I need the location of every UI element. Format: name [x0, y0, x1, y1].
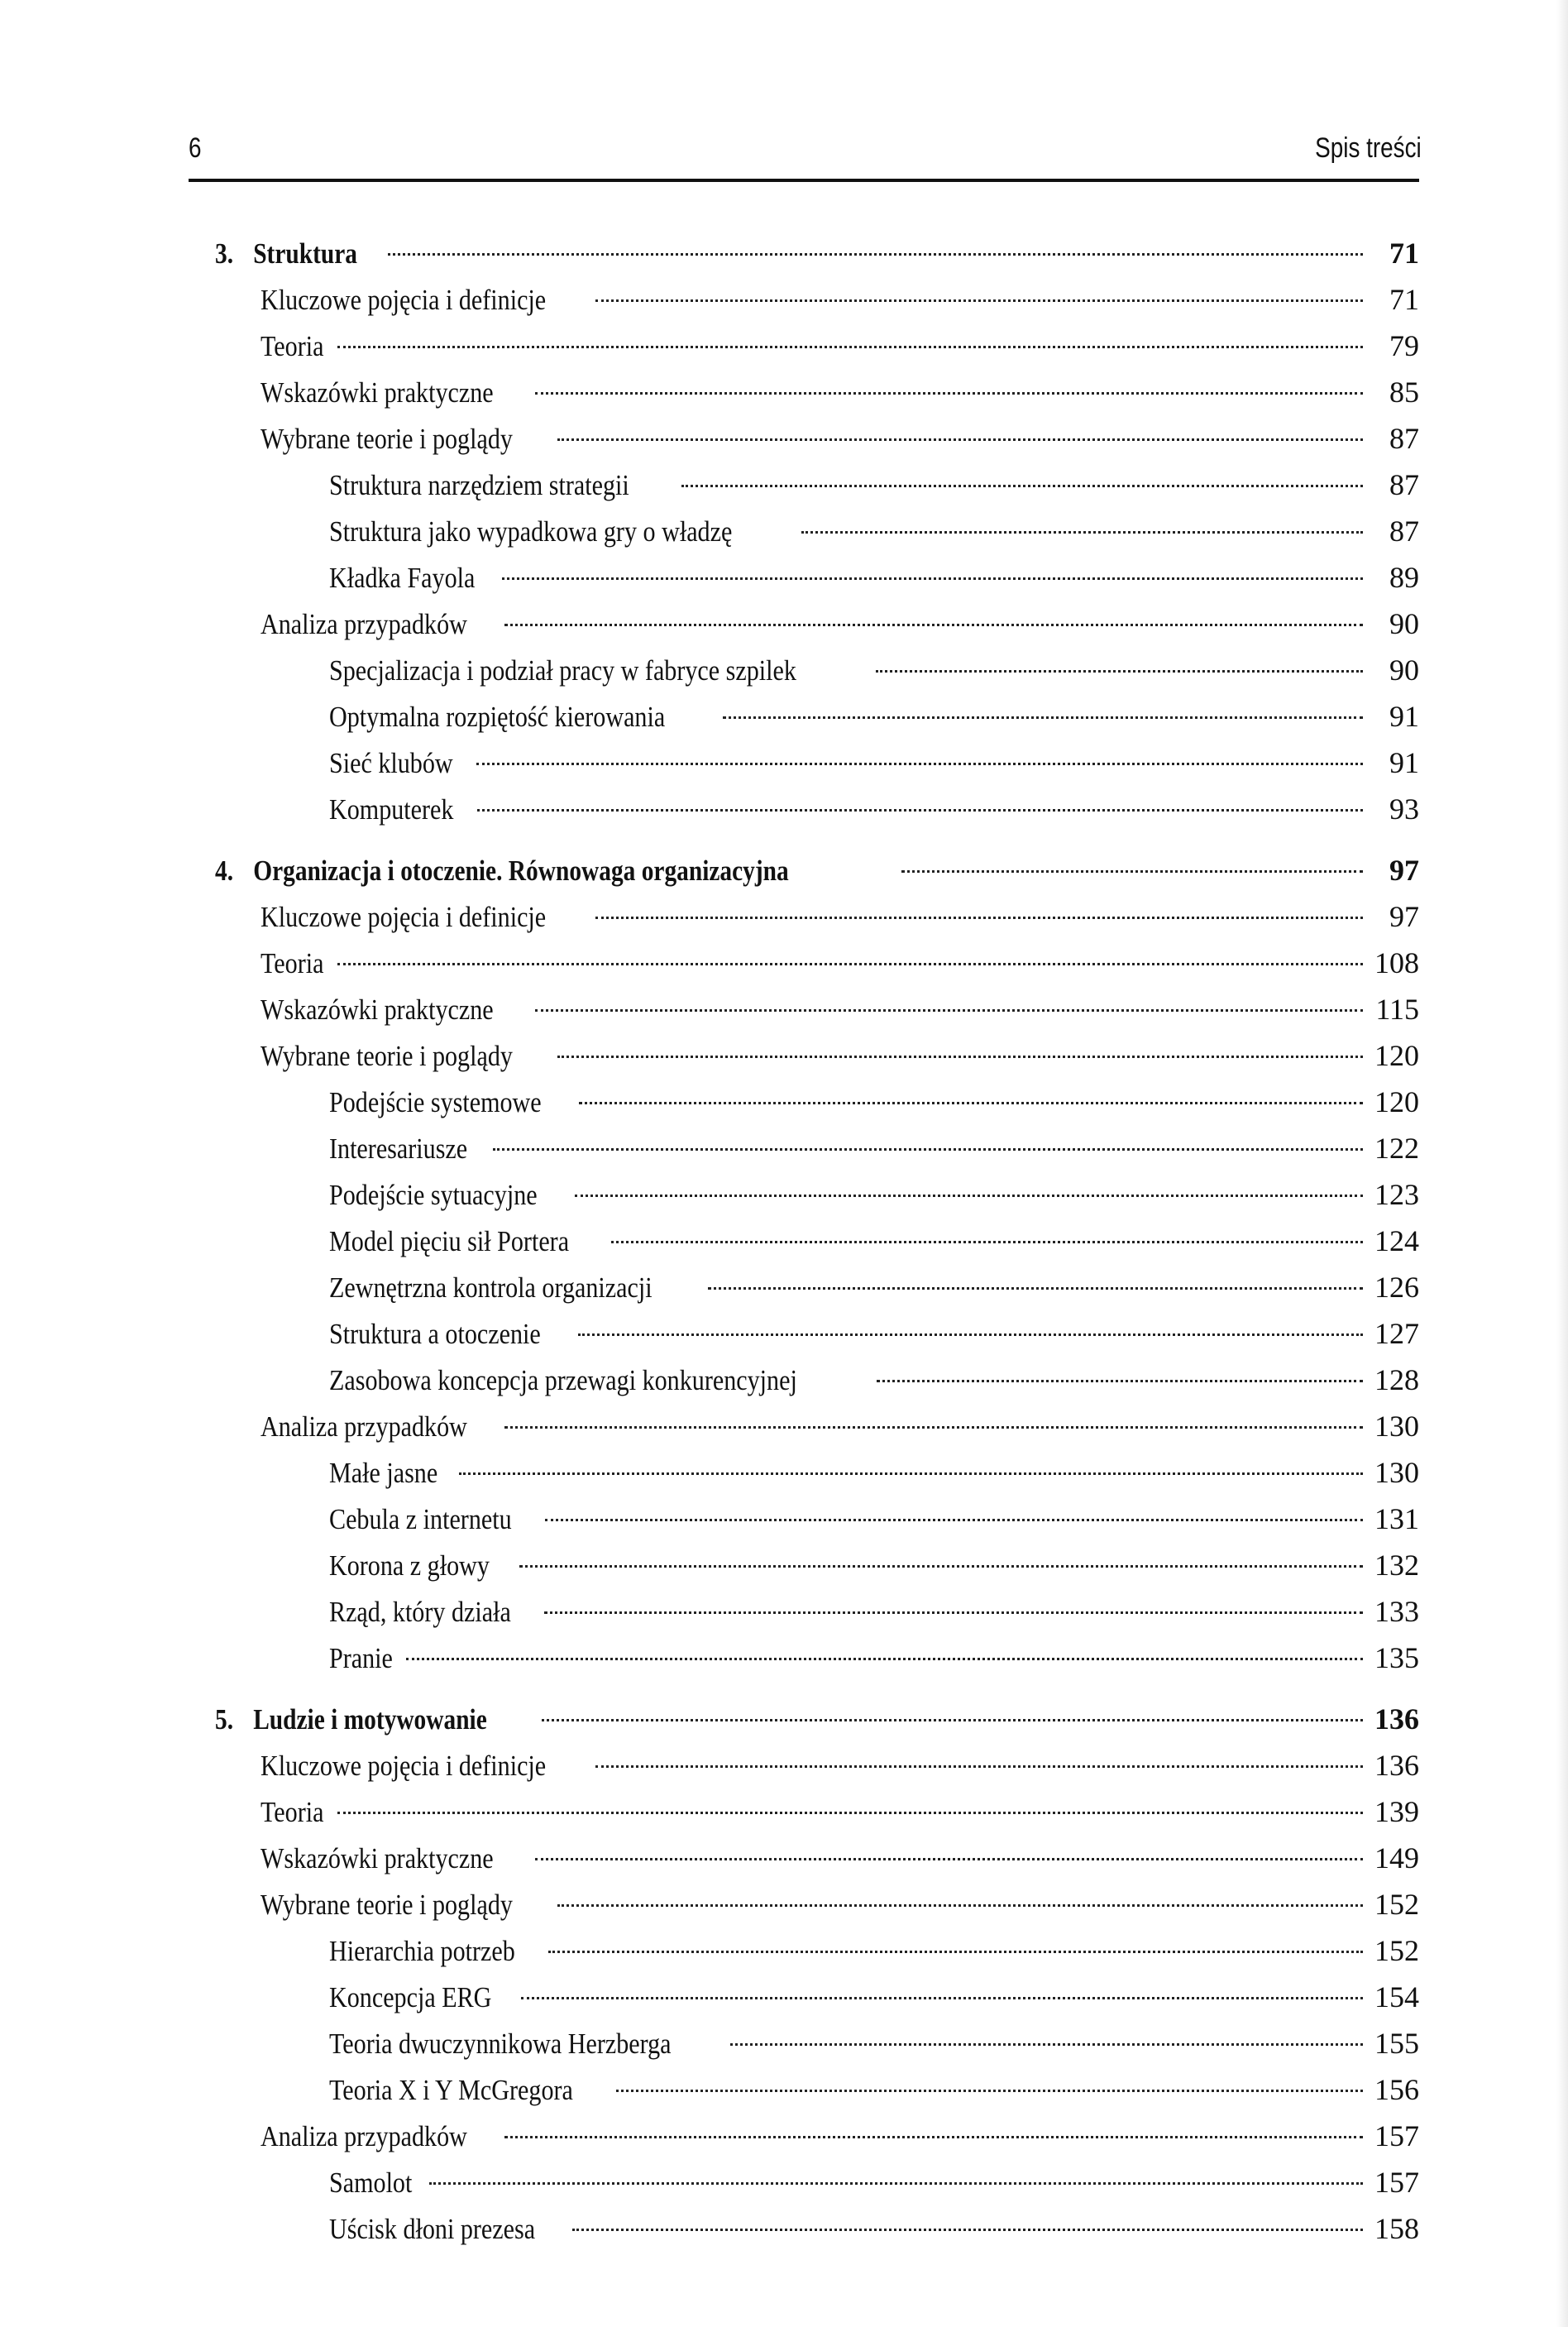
toc-page-number: 133 — [1374, 1595, 1419, 1628]
header-rule — [189, 179, 1419, 182]
dot-leader — [681, 485, 1363, 487]
dot-leader — [578, 1333, 1363, 1336]
page-number: 6 — [189, 132, 202, 164]
dot-leader — [535, 392, 1364, 395]
toc-page-number: 149 — [1374, 1841, 1419, 1875]
dot-leader — [708, 1287, 1363, 1290]
toc-entry-label: Hierarchia potrzeb — [329, 1928, 518, 1975]
toc-entry-label: Optymalna rozpiętość kierowania — [329, 694, 668, 740]
dot-leader — [801, 531, 1363, 534]
toc-page-number: 97 — [1389, 900, 1419, 933]
toc-subsection-entry[interactable] — [215, 1264, 1419, 1310]
toc-page-number: 87 — [1389, 468, 1419, 501]
toc-entry-label: Wybrane teorie i poglądy — [261, 1033, 515, 1080]
toc-page-number: 139 — [1374, 1795, 1419, 1828]
toc-page-number: 136 — [1374, 1702, 1419, 1736]
toc-section-entry[interactable] — [215, 893, 1419, 940]
dot-leader — [504, 2136, 1363, 2138]
toc-subsection-entry[interactable] — [215, 693, 1419, 740]
toc-entry-label: Koncepcja ERG — [329, 1975, 495, 2021]
dot-leader — [459, 1472, 1363, 1475]
toc-entry-label: Wskazówki praktyczne — [261, 370, 496, 416]
toc-page-number: 158 — [1374, 2212, 1419, 2245]
toc-section-entry[interactable] — [215, 986, 1419, 1032]
toc-section-entry[interactable] — [215, 1788, 1419, 1835]
dot-leader — [477, 809, 1363, 812]
toc-page-number: 91 — [1389, 746, 1419, 779]
dot-leader — [616, 2090, 1363, 2092]
toc-entry-label: Podejście sytuacyjne — [329, 1172, 540, 1219]
toc-subsection-entry[interactable] — [215, 554, 1419, 601]
toc-entry-label: Kładka Fayola — [329, 555, 478, 601]
toc-page-number: 115 — [1375, 993, 1419, 1026]
toc-section-entry[interactable] — [215, 323, 1419, 369]
toc-entry-label: Korona z głowy — [329, 1543, 492, 1589]
toc-subsection-entry[interactable] — [215, 1974, 1419, 2020]
dot-leader — [388, 253, 1363, 256]
dot-leader — [337, 963, 1363, 965]
toc-chapter-title: Ludzie i motywowanie — [253, 1703, 487, 1736]
dot-leader — [504, 1426, 1363, 1429]
toc-chapter-number: 5. — [215, 1703, 234, 1736]
dot-leader — [557, 1904, 1363, 1907]
toc-page-number: 154 — [1374, 1980, 1419, 2013]
toc-section-entry[interactable] — [215, 1881, 1419, 1927]
toc-page-number: 71 — [1389, 237, 1419, 270]
toc-entry-label: Teoria — [261, 323, 327, 370]
dot-leader — [579, 1102, 1363, 1104]
dot-leader — [548, 1951, 1363, 1953]
scanned-page-edge — [1556, 0, 1568, 2327]
toc-entry-label: Wskazówki praktyczne — [261, 987, 496, 1033]
toc-entry-label: Kluczowe pojęcia i definicje — [261, 277, 549, 323]
toc-entry-label: Zasobowa koncepcja przewagi konkurencyjnej — [329, 1357, 800, 1404]
toc-page-number: 71 — [1389, 283, 1419, 316]
toc-subsection-entry[interactable] — [215, 1588, 1419, 1635]
dot-leader — [519, 1565, 1363, 1568]
dot-leader — [557, 1056, 1363, 1058]
toc-entry-label: Teoria dwuczynnikowa Herzberga — [329, 2021, 674, 2067]
toc-entry-label: Analiza przypadków — [261, 1404, 470, 1450]
toc-subsection-entry[interactable] — [215, 462, 1419, 508]
toc-chapter-heading[interactable] — [215, 1696, 1419, 1742]
toc-entry-label: Sieć klubów — [329, 740, 456, 787]
dot-leader — [476, 763, 1363, 765]
toc-page-number: 156 — [1374, 2073, 1419, 2106]
toc-page-number: 152 — [1374, 1888, 1419, 1921]
toc-page-number: 120 — [1374, 1085, 1419, 1118]
toc-page-number: 155 — [1374, 2027, 1419, 2060]
toc-page-number: 127 — [1374, 1317, 1419, 1350]
toc-subsection-entry[interactable] — [215, 1171, 1419, 1218]
dot-leader — [876, 670, 1363, 673]
running-head — [189, 132, 1422, 174]
toc-entry-label: Struktura narzędziem strategii — [329, 462, 632, 509]
toc-page-number: 122 — [1374, 1132, 1419, 1165]
dot-leader — [535, 1858, 1364, 1860]
running-head-title: Spis treści — [1315, 132, 1422, 164]
toc-entry-label: Wybrane teorie i poglądy — [261, 416, 515, 462]
dot-leader — [877, 1380, 1363, 1382]
toc-section-entry[interactable] — [215, 1403, 1419, 1449]
toc-entry-label: Podejście systemowe — [329, 1080, 544, 1126]
toc-entry-label: Rząd, który działa — [329, 1589, 514, 1635]
toc-page-number: 152 — [1374, 1934, 1419, 1967]
dot-leader — [557, 438, 1363, 441]
toc-entry-label: Komputerek — [329, 787, 457, 833]
toc-subsection-entry[interactable] — [215, 508, 1419, 554]
toc-page-number: 90 — [1389, 654, 1419, 687]
toc-page-number: 87 — [1389, 515, 1419, 548]
toc-page-number: 90 — [1389, 607, 1419, 640]
toc-section-entry[interactable] — [215, 601, 1419, 647]
toc-entry-label: Kluczowe pojęcia i definicje — [261, 1743, 549, 1789]
dot-leader — [429, 2182, 1363, 2185]
toc-subsection-entry[interactable] — [215, 1218, 1419, 1264]
toc-subsection-entry[interactable] — [215, 2159, 1419, 2205]
toc-entry-label: Specjalizacja i podział pracy w fabryce szpilek — [329, 648, 799, 694]
toc-page-number: 132 — [1374, 1549, 1419, 1582]
toc-section-entry[interactable] — [215, 415, 1419, 462]
toc-entry-label: Analiza przypadków — [261, 2114, 470, 2160]
dot-leader — [521, 1997, 1363, 1999]
toc-entry-label: Struktura a otoczenie — [329, 1311, 543, 1357]
dot-leader — [544, 1611, 1363, 1614]
toc-entry-label: Samolot — [329, 2160, 415, 2206]
toc-subsection-entry[interactable] — [215, 2066, 1419, 2113]
toc-page-number: 123 — [1374, 1178, 1419, 1211]
toc-section-entry[interactable] — [215, 1032, 1419, 1079]
toc-page-number: 157 — [1374, 2119, 1419, 2152]
dot-leader — [595, 299, 1363, 302]
dot-leader — [535, 1009, 1364, 1012]
dot-leader — [542, 1719, 1363, 1721]
toc-subsection-entry[interactable] — [215, 1496, 1419, 1542]
toc-subsection-entry[interactable] — [215, 1542, 1419, 1588]
toc-page-number: 91 — [1389, 700, 1419, 733]
toc-entry-label: Wskazówki praktyczne — [261, 1836, 496, 1882]
toc-entry-label: Struktura jako wypadkowa gry o władzę — [329, 509, 735, 555]
toc-subsection-entry[interactable] — [215, 2020, 1419, 2066]
toc-page-number: 130 — [1374, 1410, 1419, 1443]
toc-subsection-entry[interactable] — [215, 647, 1419, 693]
toc-chapter-heading[interactable] — [215, 230, 1419, 276]
toc-subsection-entry[interactable] — [215, 786, 1419, 832]
toc-entry-label: Uścisk dłoni prezesa — [329, 2206, 538, 2253]
dot-leader — [730, 2043, 1363, 2046]
table-of-contents — [215, 230, 1419, 2267]
toc-subsection-entry[interactable] — [215, 2205, 1419, 2252]
dot-leader — [406, 1658, 1363, 1660]
toc-page-number: 131 — [1374, 1502, 1419, 1535]
toc-page-number: 79 — [1389, 329, 1419, 362]
dot-leader — [595, 917, 1363, 919]
toc-entry-label: Model pięciu sił Portera — [329, 1219, 572, 1265]
dot-leader — [493, 1148, 1363, 1151]
toc-section-entry[interactable] — [215, 2113, 1419, 2159]
toc-entry-label: Teoria X i Y McGregora — [329, 2067, 576, 2114]
toc-entry-label: Małe jasne — [329, 1450, 441, 1496]
toc-page-number: 157 — [1374, 2166, 1419, 2199]
toc-entry-label: Pranie — [329, 1635, 395, 1682]
dot-leader — [595, 1765, 1363, 1768]
dot-leader — [337, 1812, 1363, 1814]
dot-leader — [723, 716, 1363, 719]
toc-page-number: 87 — [1389, 422, 1419, 455]
dot-leader — [611, 1241, 1363, 1243]
dot-leader — [545, 1519, 1363, 1521]
toc-section-entry[interactable] — [215, 1835, 1419, 1881]
toc-subsection-entry[interactable] — [215, 1449, 1419, 1496]
toc-page-number: 136 — [1374, 1749, 1419, 1782]
toc-page-number: 120 — [1374, 1039, 1419, 1072]
toc-chapter-number: 3. — [215, 237, 234, 270]
dot-leader — [575, 1195, 1363, 1197]
toc-chapter-title-wrap — [215, 848, 791, 894]
toc-entry-label: Teoria — [261, 941, 327, 987]
toc-page-number: 128 — [1374, 1363, 1419, 1396]
toc-section-entry[interactable] — [215, 369, 1419, 415]
toc-entry-label: Analiza przypadków — [261, 601, 470, 648]
dot-leader — [504, 624, 1363, 626]
toc-subsection-entry[interactable] — [215, 1635, 1419, 1681]
toc-chapter — [215, 847, 1419, 1681]
toc-chapter-title: Organizacja i otoczenie. Równowaga organizacyjna — [253, 855, 789, 887]
dot-leader — [901, 870, 1363, 873]
toc-subsection-entry[interactable] — [215, 1357, 1419, 1403]
toc-chapter — [215, 1696, 1419, 2252]
toc-entry-label: Interesariusze — [329, 1126, 471, 1172]
toc-chapter-heading[interactable] — [215, 847, 1419, 893]
toc-section-entry[interactable] — [215, 1742, 1419, 1788]
toc-subsection-entry[interactable] — [215, 1125, 1419, 1171]
toc-entry-label: Wybrane teorie i poglądy — [261, 1882, 515, 1928]
toc-chapter — [215, 230, 1419, 832]
toc-entry-label: Cebula z internetu — [329, 1496, 514, 1543]
toc-subsection-entry[interactable] — [215, 1079, 1419, 1125]
toc-page-number: 97 — [1389, 854, 1419, 887]
toc-entry-label: Zewnętrzna kontrola organizacji — [329, 1265, 655, 1311]
dot-leader — [502, 577, 1363, 580]
dot-leader — [337, 346, 1363, 348]
toc-page-number: 89 — [1389, 561, 1419, 594]
toc-chapter-title-wrap — [215, 231, 360, 277]
toc-page-number: 85 — [1389, 376, 1419, 409]
toc-page-number: 108 — [1374, 946, 1419, 979]
toc-chapter-title: Struktura — [253, 237, 357, 270]
toc-page-number: 126 — [1374, 1271, 1419, 1304]
toc-section-entry[interactable] — [215, 940, 1419, 986]
toc-page-number: 130 — [1374, 1456, 1419, 1489]
toc-subsection-entry[interactable] — [215, 1927, 1419, 1974]
toc-chapter-title-wrap — [215, 1697, 490, 1743]
toc-page-number: 135 — [1374, 1641, 1419, 1674]
toc-entry-label: Kluczowe pojęcia i definicje — [261, 894, 549, 941]
toc-page-number: 93 — [1389, 792, 1419, 826]
toc-chapter-number: 4. — [215, 855, 234, 887]
toc-page-number: 124 — [1374, 1224, 1419, 1257]
toc-entry-label: Teoria — [261, 1789, 327, 1836]
toc-section-entry[interactable] — [215, 276, 1419, 323]
dot-leader — [572, 2229, 1363, 2231]
toc-subsection-entry[interactable] — [215, 1310, 1419, 1357]
toc-subsection-entry[interactable] — [215, 740, 1419, 786]
